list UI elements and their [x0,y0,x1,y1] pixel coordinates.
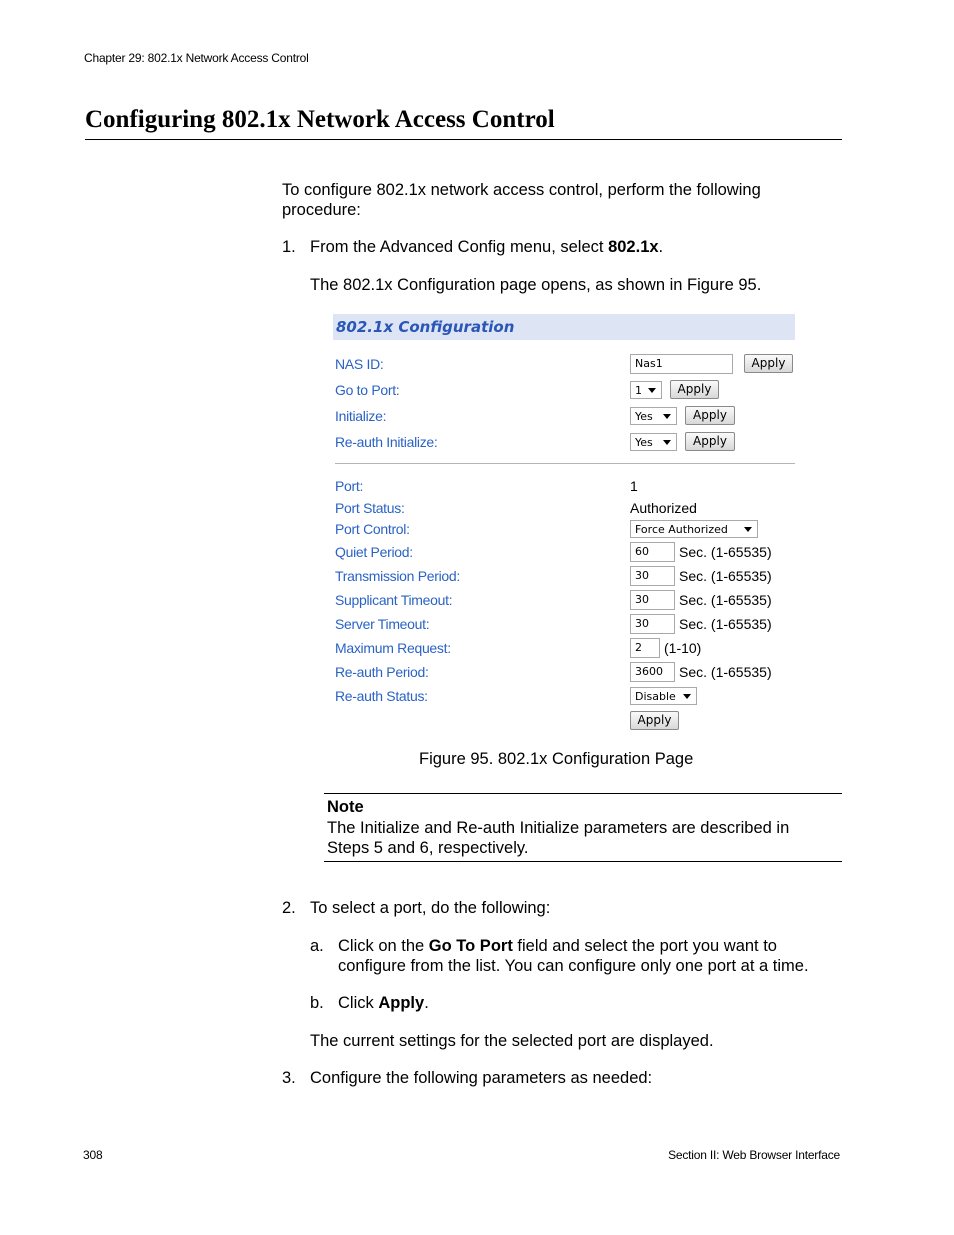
step-2a-letter: a. [310,937,324,955]
quiet-period-label: Quiet Period: [335,544,413,560]
note-bottom-rule [324,861,842,862]
reauth-initialize-select[interactable] [630,433,677,451]
figure-caption: Figure 95. 802.1x Configuration Page [419,750,694,768]
note-heading: Note [327,798,364,816]
port-status-value: Authorized [630,500,697,516]
page-title: Configuring 802.1x Network Access Control [85,106,555,133]
reauth-initialize-value: Yes [635,436,653,449]
go-to-port-value: 1 [635,384,642,397]
step-1-number: 1. [282,238,296,256]
quiet-period-input[interactable]: 60 [630,542,675,562]
nas-id-input[interactable]: Nas1 [630,354,733,374]
transmission-period-label: Transmission Period: [335,568,460,584]
chevron-down-icon [663,414,671,419]
title-rule [85,139,842,140]
supplicant-timeout-unit: Sec. (1-65535) [679,592,772,608]
port-label: Port: [335,478,364,494]
server-timeout-unit: Sec. (1-65535) [679,616,772,632]
page-number: 308 [83,1148,103,1162]
transmission-period-input[interactable]: 30 [630,566,675,586]
intro-line-2: procedure: [282,201,361,219]
go-to-port-label: Go to Port: [335,382,400,398]
note-line-2: Steps 5 and 6, respectively. [327,839,529,857]
go-to-port-apply-button[interactable]: Apply [670,380,719,399]
port-value: 1 [630,478,638,494]
step-2a-text-line-2: configure from the list. You can configure only one port at a time. [338,957,809,975]
initialize-value: Yes [635,410,653,423]
chevron-down-icon [648,388,656,393]
initialize-label: Initialize: [335,408,387,424]
note-line-1: The Initialize and Re-auth Initialize parameters are described in [327,819,790,837]
nas-id-apply-button[interactable]: Apply [744,354,793,373]
port-control-select[interactable] [630,520,758,538]
reauth-status-select[interactable] [630,687,697,705]
chevron-down-icon [744,527,752,532]
step-1-text: From the Advanced Config menu, select 802.1x. [310,238,664,256]
nas-id-label: NAS ID: [335,356,384,372]
figure-divider [335,463,795,464]
reauth-period-unit: Sec. (1-65535) [679,664,772,680]
figure-802-1x-configuration [332,313,796,733]
quiet-period-unit: Sec. (1-65535) [679,544,772,560]
maximum-request-label: Maximum Request: [335,640,451,656]
supplicant-timeout-input[interactable]: 30 [630,590,675,610]
chapter-header: Chapter 29: 802.1x Network Access Control [84,51,309,65]
server-timeout-input[interactable]: 30 [630,614,675,634]
reauth-period-input[interactable]: 3600 [630,662,675,682]
step-3-text: Configure the following parameters as needed: [310,1069,653,1087]
section-footer: Section II: Web Browser Interface [668,1148,840,1162]
supplicant-timeout-label: Supplicant Timeout: [335,592,453,608]
step-2b-text: Click Apply. [338,994,429,1012]
port-status-label: Port Status: [335,500,405,516]
step-2-text: To select a port, do the following: [310,899,551,917]
server-timeout-label: Server Timeout: [335,616,430,632]
intro-line-1: To configure 802.1x network access control, perform the following [282,181,761,199]
figure-title: 802.1x Configuration [336,318,515,336]
reauth-period-label: Re-auth Period: [335,664,429,680]
maximum-request-input[interactable]: 2 [630,638,660,658]
initialize-select[interactable] [630,407,677,425]
port-control-value: Force Authorized [635,523,728,536]
reauth-status-label: Re-auth Status: [335,688,428,704]
step-1-note: The 802.1x Configuration page opens, as shown in Figure 95. [310,276,762,294]
settings-apply-button[interactable]: Apply [630,711,679,730]
chevron-down-icon [683,694,691,699]
transmission-period-unit: Sec. (1-65535) [679,568,772,584]
step-2b-letter: b. [310,994,324,1012]
chevron-down-icon [663,440,671,445]
note-top-rule [324,793,842,794]
step-2-number: 2. [282,899,296,917]
step-2-note: The current settings for the selected port are displayed. [310,1032,714,1050]
reauth-status-value: Disable [635,690,676,703]
step-3-number: 3. [282,1069,296,1087]
go-to-port-select[interactable] [630,381,662,399]
reauth-initialize-label: Re-auth Initialize: [335,434,438,450]
step-2a-text: Click on the Go To Port field and select the port you want to [338,937,777,955]
port-control-label: Port Control: [335,521,410,537]
reauth-initialize-apply-button[interactable]: Apply [685,432,735,451]
initialize-apply-button[interactable]: Apply [685,406,735,425]
maximum-request-unit: (1-10) [664,640,702,656]
